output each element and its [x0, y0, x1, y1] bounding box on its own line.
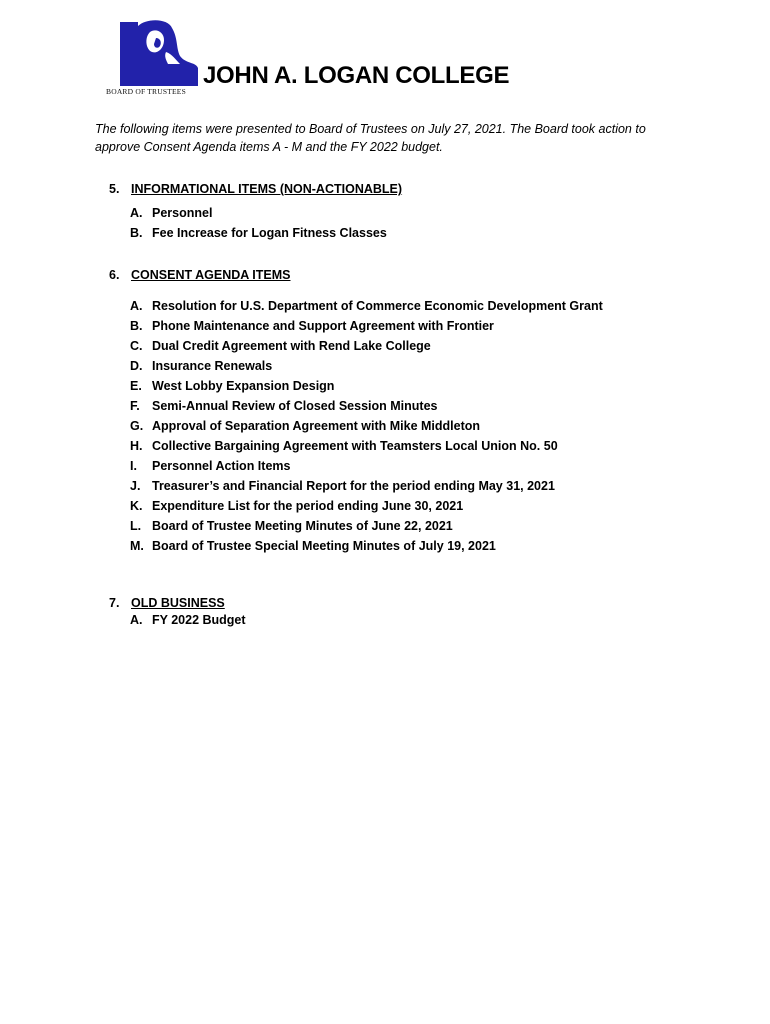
- list-item: [109, 536, 603, 556]
- item-letter: M.: [130, 539, 144, 553]
- item-letter: G.: [130, 419, 144, 433]
- intro-paragraph: The following items were presented to Board of Trustees on July 27, 2021. The Board took action to approve Consent Agenda items A - M and the FY 2022 budget.: [95, 122, 646, 154]
- item-letter: K.: [130, 499, 143, 513]
- item-text: Expenditure List for the period ending June 30, 2021: [152, 499, 464, 513]
- list-item: [109, 296, 603, 316]
- item-letter: C.: [130, 339, 143, 353]
- section-informational-items: [109, 182, 402, 243]
- list-item: [109, 516, 603, 536]
- item-text: West Lobby Expansion Design: [152, 379, 335, 393]
- item-letter: B.: [130, 319, 143, 333]
- item-text: Resolution for U.S. Department of Commerce Economic Development Grant: [152, 299, 603, 313]
- section-title: OLD BUSINESS: [131, 596, 225, 610]
- list-item: [109, 416, 603, 436]
- list-item: [109, 336, 603, 356]
- section-number: 5.: [109, 182, 120, 196]
- section-heading: [109, 182, 402, 196]
- item-text: Personnel Action Items: [152, 459, 291, 473]
- logo-caption: BOARD OF TRUSTEES: [106, 87, 186, 96]
- item-text: Personnel: [152, 206, 213, 220]
- item-text: FY 2022 Budget: [152, 613, 246, 627]
- item-text: Board of Trustee Special Meeting Minutes of July 19, 2021: [152, 539, 496, 553]
- item-text: Collective Bargaining Agreement with Teamsters Local Union No. 50: [152, 439, 558, 453]
- list-item: [109, 476, 603, 496]
- list-item: [109, 496, 603, 516]
- item-text: Phone Maintenance and Support Agreement with Frontier: [152, 319, 494, 333]
- list-item: [109, 396, 603, 416]
- item-text: Fee Increase for Logan Fitness Classes: [152, 226, 387, 240]
- college-logo: [106, 18, 206, 100]
- section-title: INFORMATIONAL ITEMS (NON-ACTIONABLE): [131, 182, 403, 196]
- item-letter: H.: [130, 439, 143, 453]
- list-item: [109, 456, 603, 476]
- list-item: [109, 376, 603, 396]
- section-title: CONSENT AGENDA ITEMS: [131, 268, 291, 282]
- list-item: [109, 223, 402, 243]
- item-letter: L.: [130, 519, 142, 533]
- item-text: Insurance Renewals: [152, 359, 273, 373]
- list-item: [109, 436, 603, 456]
- item-text: Treasurer’s and Financial Report for the period ending May 31, 2021: [152, 479, 555, 493]
- item-letter: A.: [130, 613, 143, 627]
- item-text: Board of Trustee Meeting Minutes of June 22, 2021: [152, 519, 453, 533]
- page-title: JOHN A. LOGAN COLLEGE: [203, 62, 510, 89]
- section-old-business: [109, 596, 246, 630]
- section-number: 7.: [109, 596, 120, 610]
- item-text: Dual Credit Agreement with Rend Lake College: [152, 339, 431, 353]
- item-text: Semi-Annual Review of Closed Session Minutes: [152, 399, 438, 413]
- item-letter: B.: [130, 226, 143, 240]
- item-letter: A.: [130, 206, 143, 220]
- section-heading: [109, 596, 246, 610]
- item-letter: I.: [130, 459, 137, 473]
- item-letter: J.: [130, 479, 141, 493]
- item-letter: F.: [130, 399, 140, 413]
- item-letter: A.: [130, 299, 143, 313]
- list-item: [109, 356, 603, 376]
- item-letter: E.: [130, 379, 142, 393]
- item-list: [109, 203, 402, 243]
- item-list: [109, 296, 603, 556]
- section-heading: [109, 268, 603, 282]
- list-item: [109, 610, 246, 630]
- item-letter: D.: [130, 359, 143, 373]
- list-item: [109, 203, 402, 223]
- section-number: 6.: [109, 268, 120, 282]
- logan-portrait-logo-icon: [106, 18, 206, 88]
- list-item: [109, 316, 603, 336]
- section-consent-agenda: [109, 268, 603, 556]
- item-list: [109, 610, 246, 630]
- item-text: Approval of Separation Agreement with Mike Middleton: [152, 419, 481, 433]
